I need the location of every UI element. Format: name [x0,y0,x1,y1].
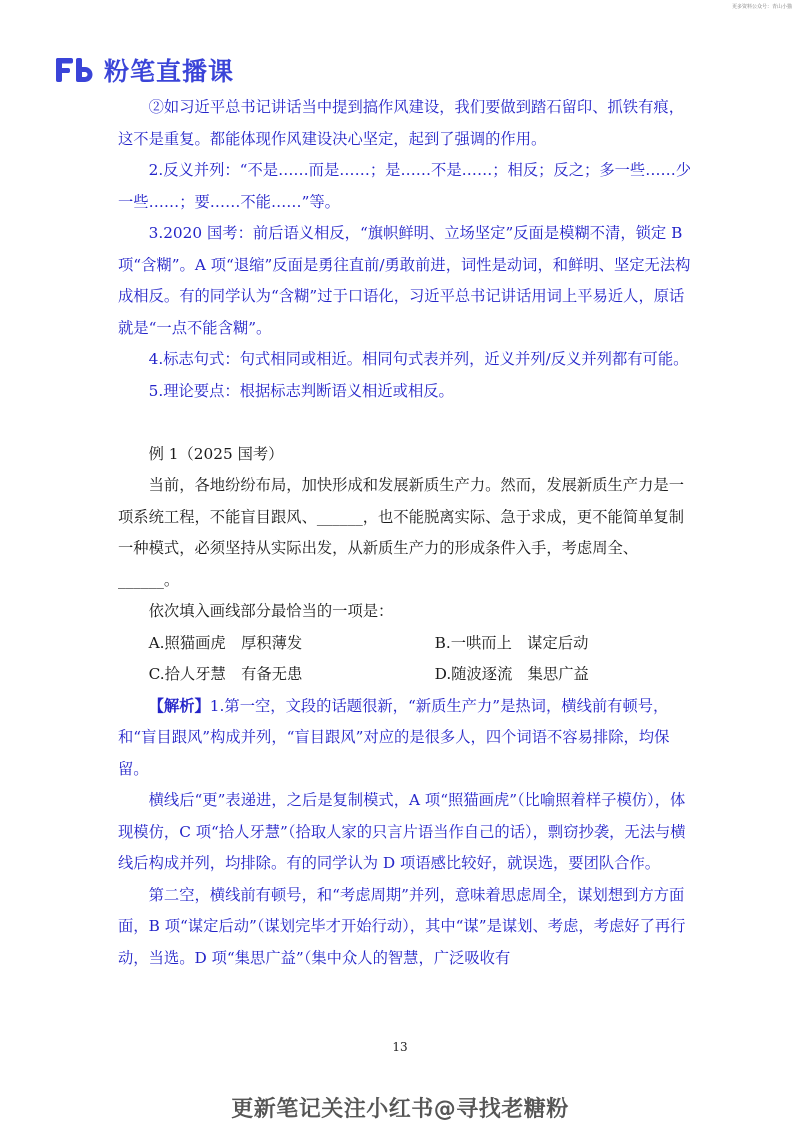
answer-options [118,628,693,691]
paragraph-2020-exam: 3.2020 国考：前后语义相反，“旗帜鲜明、立场坚定”反面是模糊不清，锁定 B 项“含糊”。A 项“退缩”反面是勇往直前/勇敢前进，词性是动词，和鲜明、坚定无法构成相反。有的同学认为“含糊”过于口语化，习近平总书记讲话用词上平易近人，原话就是“一点不能含糊”。 [118,224,691,337]
analysis-tag: 【解析】 [148,696,210,715]
question-prompt: 依次填入画线部分最恰当的一项是： [148,602,394,620]
paragraph-sign-sentence: 4.标志句式：句式相同或相近。相同句式表并列，近义并列/反义并列都有可能。 [148,350,689,368]
page-number: 13 [392,1040,408,1054]
analysis-paragraph-3: 第二空，横线前有顿号，和“考虑周期”并列，意味着思虑周全，谋划想到方方面面，B 项“谋定后动”（谋划完毕才开始行动），其中“谋”是谋划、考虑，考虑好了再行动，当选。D 项“集思广益”（集中众人的智慧，广泛吸收有 [118,885,686,967]
page-body [118,92,693,974]
footer-watermark: 更新笔记关注小红书@寻找老糖粉 [231,1097,569,1122]
option-d: D.随波逐流 集思广益 [434,665,589,683]
option-a: A.照猫画虎 厚积薄发 [148,633,303,652]
top-note: 更多资料公众号：青山小猫 [731,4,792,10]
analysis-paragraph-1 [118,691,693,786]
paragraph-theory-points: 5.理论要点：根据标志判断语义相近或相反。 [148,381,454,400]
analysis-text-1: 1.第一空，文段的话题很新，“新质生产力”是热词，横线前有顿号，和“盲目跟风”构成并列，“盲目跟风”对应的是很多人，四个词语不容易排除，均保留。 [118,696,670,778]
option-c: C.拾人牙慧 有备无患 [148,665,303,683]
option-b: B.一哄而上 谋定后动 [434,633,589,652]
brand-logo [56,52,234,88]
spacer [118,407,693,439]
brand-name: 粉笔直播课 [104,57,235,86]
paragraph-antonym-parallel: 2.反义并列：“不是……而是……；是……不是……；相反；反之；多一些……少一些……；要……不能……”等。 [118,161,692,211]
analysis-paragraph-2: 横线后“更”表递进，之后是复制模式，A 项“照猫画虎”（比喻照着样子模仿），体现模仿，C 项“拾人牙慧”（拾取人家的只言片语当作自己的话），剽窃抄袭，无法与横线后构成并列，均排除。有的同学认为 D 项语感比较好，就误选，要团队合作。 [118,791,686,872]
example-title: 例 1（2025 国考） [148,444,284,463]
question-text: 当前，各地纷纷布局，加快形成和发展新质生产力。然而，发展新质生产力是一项系统工程，不能盲目跟风、______，也不能脱离实际、急于求成，更不能简单复制一种模式，必须坚持从实际出发，从新质生产力的形成条件入手，考虑周全、______。 [118,476,684,589]
fenbi-logo-icon [56,57,96,83]
paragraph-repeat-example: ②如习近平总书记讲话当中提到搞作风建设，我们要做到踏石留印、抓铁有痕，这不是重复。都能体现作风建设决心坚定，起到了强调的作用。 [118,98,684,148]
